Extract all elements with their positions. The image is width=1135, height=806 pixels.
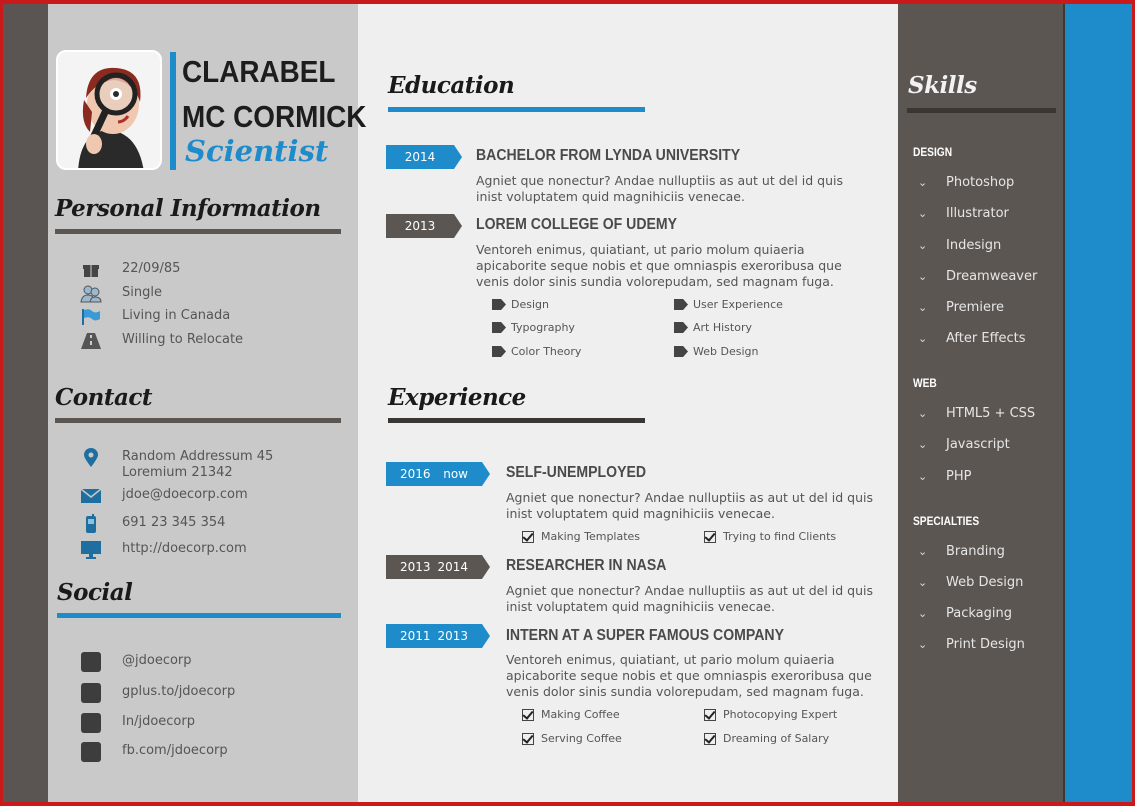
chevron-down-icon: ⌄ xyxy=(918,207,928,220)
checkbox-icon xyxy=(522,709,534,721)
experience-check: Dreaming of Salary xyxy=(704,732,829,745)
contact-rule xyxy=(55,418,341,423)
contact-email[interactable]: jdoe@doecorp.com xyxy=(80,487,248,505)
address-line-1: Random Addressum 45 xyxy=(122,449,274,464)
info-status: Single xyxy=(80,285,162,303)
education-year-tag: 2014 xyxy=(386,145,462,169)
tag-icon xyxy=(674,299,688,310)
social-facebook[interactable]: fb.com/jdoecorp xyxy=(80,743,228,761)
skill-item: ⌄ Dreamweaver xyxy=(918,269,1038,284)
personal-info-rule xyxy=(55,229,341,234)
facebook-icon xyxy=(81,742,101,762)
tag-icon xyxy=(674,322,688,333)
skills-heading: Skills xyxy=(908,72,977,99)
chevron-down-icon: ⌄ xyxy=(918,301,928,314)
experience-desc: Ventoreh enimus, quiatiant, ut pario molum quiaeria apicaborite seque nobis et que omniaspis exeroribusa que venis dolor sinis sundia volorepudam, sed magnam fuga. xyxy=(506,652,872,699)
skill-item: ⌄ Premiere xyxy=(918,300,1004,315)
checkbox-icon xyxy=(704,733,716,745)
contact-heading: Contact xyxy=(55,384,153,411)
road-icon xyxy=(80,332,102,350)
people-icon xyxy=(80,285,102,303)
experience-desc: Agniet que nonectur? Andae nulluptiis as aut ut del id quis inist voluptatem quid magnihiciis venecae. xyxy=(506,490,873,521)
accent-column xyxy=(1065,4,1132,802)
gift-icon xyxy=(80,261,102,279)
chevron-down-icon: ⌄ xyxy=(918,176,928,189)
chevron-down-icon: ⌄ xyxy=(918,576,928,589)
education-rule xyxy=(388,107,645,112)
woman-with-magnifier-image xyxy=(58,52,162,170)
skill-item: ⌄ HTML5 + CSS xyxy=(918,406,1036,421)
info-location: Living in Canada xyxy=(80,308,230,326)
checkbox-icon xyxy=(704,531,716,543)
skill-item: ⌄ Photoshop xyxy=(918,175,1015,190)
education-tag: Art History xyxy=(674,321,752,334)
phone-icon xyxy=(80,515,102,533)
flag-icon xyxy=(80,308,102,326)
tag-icon xyxy=(492,322,506,333)
chevron-down-icon: ⌄ xyxy=(918,407,928,420)
experience-date-tag: 2013 2014 xyxy=(386,555,490,579)
checkbox-icon xyxy=(704,709,716,721)
google-plus-icon xyxy=(81,683,101,703)
skills-category-design: DESIGN xyxy=(913,145,953,159)
education-tag: Color Theory xyxy=(492,345,581,358)
chevron-down-icon: ⌄ xyxy=(918,239,928,252)
social-heading: Social xyxy=(57,579,133,606)
skill-item: ⌄ Web Design xyxy=(918,575,1024,590)
first-name: CLARABEL xyxy=(182,54,336,89)
social-gplus[interactable]: gplus.to/jdoecorp xyxy=(80,684,235,702)
tag-icon xyxy=(674,346,688,357)
skill-item: ⌄ Packaging xyxy=(918,606,1012,621)
education-title: BACHELOR FROM LYNDA UNIVERSITY xyxy=(476,147,741,164)
skill-item: ⌄ Branding xyxy=(918,544,1005,559)
skills-category-web: WEB xyxy=(913,376,937,390)
profile-photo xyxy=(56,50,162,170)
education-tag: Typography xyxy=(492,321,575,334)
social-twitter[interactable]: @jdoecorp xyxy=(80,653,192,671)
education-desc: Agniet que nonectur? Andae nulluptiis as aut ut del id quis inist voluptatem quid magnihiciis venecae. xyxy=(476,173,843,204)
experience-heading: Experience xyxy=(388,384,526,411)
skill-item: ⌄ PHP xyxy=(918,469,972,484)
skills-rule xyxy=(907,108,1056,113)
education-desc: Ventoreh enimus, quiatiant, ut pario molum quiaeria apicaborite seque nobis et que omniaspis exeroribusa que venis dolor sinis sundia volorepudam, sed magnam fuga. xyxy=(476,242,842,289)
education-year-tag: 2013 xyxy=(386,214,462,238)
experience-date-tag: 2011 2013 xyxy=(386,624,490,648)
contact-phone: 691 23 345 354 xyxy=(80,515,225,533)
chevron-down-icon: ⌄ xyxy=(918,270,928,283)
experience-check: Photocopying Expert xyxy=(704,708,837,721)
personal-info-heading: Personal Information xyxy=(55,195,321,222)
chevron-down-icon: ⌄ xyxy=(918,607,928,620)
experience-check: Trying to find Clients xyxy=(704,530,836,543)
chevron-down-icon: ⌄ xyxy=(918,438,928,451)
linkedin-icon xyxy=(81,713,101,733)
skill-item: ⌄ Print Design xyxy=(918,637,1025,652)
skills-category-specialties: SPECIALTIES xyxy=(913,514,980,528)
monitor-icon xyxy=(80,541,102,559)
chevron-down-icon: ⌄ xyxy=(918,470,928,483)
education-tag: Design xyxy=(492,298,549,311)
skill-item: ⌄ After Effects xyxy=(918,331,1026,346)
experience-check: Serving Coffee xyxy=(522,732,622,745)
chevron-down-icon: ⌄ xyxy=(918,638,928,651)
education-title: LOREM COLLEGE OF UDEMY xyxy=(476,216,678,233)
education-heading: Education xyxy=(388,72,515,99)
chevron-down-icon: ⌄ xyxy=(918,545,928,558)
social-rule xyxy=(57,613,341,618)
education-tag: Web Design xyxy=(674,345,758,358)
experience-date-tag: 2016 now xyxy=(386,462,490,486)
map-pin-icon xyxy=(80,449,102,467)
education-tag: User Experience xyxy=(674,298,783,311)
experience-check: Making Coffee xyxy=(522,708,620,721)
contact-website[interactable]: http://doecorp.com xyxy=(80,541,247,559)
skills-column xyxy=(898,4,1063,802)
last-name: MC CORMICK xyxy=(182,99,367,134)
tag-icon xyxy=(492,299,506,310)
info-birthdate: 22/09/85 xyxy=(80,261,180,279)
experience-title: INTERN AT A SUPER FAMOUS COMPANY xyxy=(506,627,784,644)
experience-title: SELF-UNEMPLOYED xyxy=(506,464,647,481)
checkbox-icon xyxy=(522,733,534,745)
chevron-down-icon: ⌄ xyxy=(918,332,928,345)
experience-desc: Agniet que nonectur? Andae nulluptiis as aut ut del id quis inist voluptatem quid magnihiciis venecae. xyxy=(506,583,873,614)
address-line-2: Loremium 21342 xyxy=(122,465,233,480)
info-relocate: Willing to Relocate xyxy=(80,332,243,350)
tag-icon xyxy=(492,346,506,357)
contact-address xyxy=(80,449,273,481)
skill-item: ⌄ Indesign xyxy=(918,238,1002,253)
name-accent-bar xyxy=(170,52,176,170)
twitter-icon xyxy=(81,652,101,672)
envelope-icon xyxy=(80,487,102,505)
experience-check: Making Templates xyxy=(522,530,640,543)
experience-rule xyxy=(388,418,645,423)
skill-item: ⌄ Illustrator xyxy=(918,206,1009,221)
experience-title: RESEARCHER IN NASA xyxy=(506,557,667,574)
skill-item: ⌄ Javascript xyxy=(918,437,1010,452)
social-linkedin[interactable]: In/jdoecorp xyxy=(80,714,195,732)
profession-title: Scientist xyxy=(185,134,329,168)
checkbox-icon xyxy=(522,531,534,543)
